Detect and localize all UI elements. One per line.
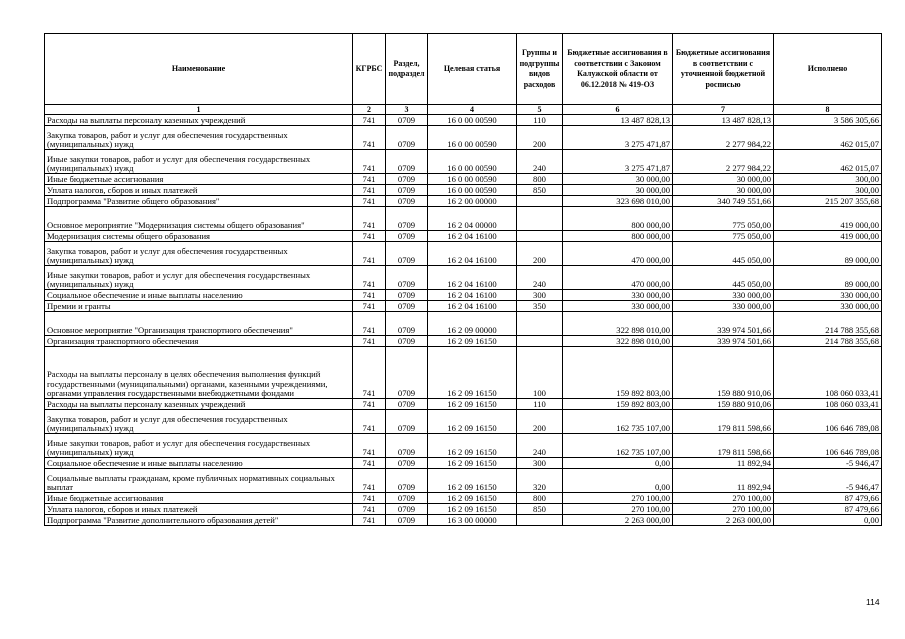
table-cell-section: 0709 <box>386 290 428 301</box>
table-row <box>45 207 882 231</box>
table-cell-target: 16 2 09 16150 <box>428 469 517 493</box>
table-cell-target: 16 2 04 16100 <box>428 266 517 290</box>
table-cell-name: Модернизация системы общего образования <box>45 231 353 242</box>
table-cell-group <box>517 231 563 242</box>
table-cell-target: 16 2 09 16150 <box>428 410 517 434</box>
header-executed: Исполнено <box>774 34 882 105</box>
table-cell-name: Закупка товаров, работ и услуг для обеспечения государственных (муниципальных) нужд <box>45 410 353 434</box>
table-cell-ktrbs: 741 <box>353 469 386 493</box>
table-cell-law-allocation: 330 000,00 <box>563 290 673 301</box>
table-cell-refined-allocation: 13 487 828,13 <box>673 115 774 126</box>
table-cell-section: 0709 <box>386 493 428 504</box>
table-cell-section: 0709 <box>386 196 428 207</box>
table-cell-executed: 462 015,07 <box>774 126 882 150</box>
table-cell-name: Расходы на выплаты персоналу казенных учреждений <box>45 115 353 126</box>
table-cell-section: 0709 <box>386 504 428 515</box>
table-cell-section: 0709 <box>386 207 428 231</box>
table-cell-ktrbs: 741 <box>353 174 386 185</box>
table-cell-target: 16 0 00 00590 <box>428 150 517 174</box>
table-cell-executed: 106 646 789,08 <box>774 410 882 434</box>
table-cell-group: 300 <box>517 290 563 301</box>
table-row <box>45 504 882 515</box>
table-cell-executed: 419 000,00 <box>774 207 882 231</box>
table-body <box>45 115 882 526</box>
table-cell-group <box>517 207 563 231</box>
table-cell-target: 16 2 09 00000 <box>428 312 517 336</box>
table-cell-ktrbs: 741 <box>353 126 386 150</box>
table-row <box>45 434 882 458</box>
table-cell-law-allocation: 270 100,00 <box>563 504 673 515</box>
table-cell-executed: 419 000,00 <box>774 231 882 242</box>
table-cell-ktrbs: 741 <box>353 185 386 196</box>
table-cell-section: 0709 <box>386 242 428 266</box>
table-cell-name: Подпрограмма "Развитие общего образования" <box>45 196 353 207</box>
table-cell-executed: 330 000,00 <box>774 290 882 301</box>
table-cell-target: 16 3 00 00000 <box>428 515 517 526</box>
table-cell-group <box>517 336 563 347</box>
table-cell-refined-allocation: 775 050,00 <box>673 207 774 231</box>
table-cell-section: 0709 <box>386 410 428 434</box>
header-row <box>45 34 882 105</box>
table-cell-refined-allocation: 30 000,00 <box>673 185 774 196</box>
table-cell-ktrbs: 741 <box>353 434 386 458</box>
table-cell-target: 16 0 00 00590 <box>428 174 517 185</box>
table-cell-refined-allocation: 330 000,00 <box>673 301 774 312</box>
table-cell-law-allocation: 323 698 010,00 <box>563 196 673 207</box>
table-cell-group: 320 <box>517 469 563 493</box>
table-cell-section: 0709 <box>386 301 428 312</box>
table-cell-section: 0709 <box>386 458 428 469</box>
table-cell-section: 0709 <box>386 515 428 526</box>
table-cell-law-allocation: 162 735 107,00 <box>563 410 673 434</box>
table-cell-group <box>517 196 563 207</box>
table-cell-group: 110 <box>517 115 563 126</box>
table-cell-executed: 3 586 305,66 <box>774 115 882 126</box>
table-cell-law-allocation: 470 000,00 <box>563 266 673 290</box>
table-row <box>45 312 882 336</box>
table-cell-executed: 106 646 789,08 <box>774 434 882 458</box>
table-cell-law-allocation: 0,00 <box>563 458 673 469</box>
table-cell-name: Социальные выплаты гражданам, кроме публичных нормативных социальных выплат <box>45 469 353 493</box>
table-cell-name: Иные закупки товаров, работ и услуг для обеспечения государственных (муниципальных) нужд <box>45 150 353 174</box>
table-cell-executed: -5 946,47 <box>774 458 882 469</box>
table-cell-name: Закупка товаров, работ и услуг для обеспечения государственных (муниципальных) нужд <box>45 126 353 150</box>
table-cell-name: Иные бюджетные ассигнования <box>45 174 353 185</box>
table-cell-name: Подпрограмма "Развитие дополнительного образования детей" <box>45 515 353 526</box>
table-cell-executed: 214 788 355,68 <box>774 312 882 336</box>
table-row <box>45 185 882 196</box>
column-number: 2 <box>353 105 386 115</box>
table-cell-law-allocation: 162 735 107,00 <box>563 434 673 458</box>
table-cell-refined-allocation: 30 000,00 <box>673 174 774 185</box>
table-cell-section: 0709 <box>386 231 428 242</box>
table-cell-name: Социальное обеспечение и иные выплаты населению <box>45 290 353 301</box>
table-row <box>45 242 882 266</box>
table-cell-ktrbs: 741 <box>353 347 386 399</box>
table-cell-law-allocation: 3 275 471,87 <box>563 126 673 150</box>
table-cell-name: Премии и гранты <box>45 301 353 312</box>
table-cell-law-allocation: 470 000,00 <box>563 242 673 266</box>
table-cell-law-allocation: 322 898 010,00 <box>563 336 673 347</box>
table-row <box>45 174 882 185</box>
table-cell-law-allocation: 270 100,00 <box>563 493 673 504</box>
table-row <box>45 399 882 410</box>
table-cell-target: 16 0 00 00590 <box>428 126 517 150</box>
table-cell-name: Основное мероприятие "Модернизация системы общего образования" <box>45 207 353 231</box>
column-number: 8 <box>774 105 882 115</box>
table-cell-group: 200 <box>517 126 563 150</box>
table-cell-refined-allocation: 270 100,00 <box>673 493 774 504</box>
table-cell-law-allocation: 30 000,00 <box>563 185 673 196</box>
table-cell-ktrbs: 741 <box>353 504 386 515</box>
table-row <box>45 196 882 207</box>
table-cell-ktrbs: 741 <box>353 150 386 174</box>
header-law-allocation: Бюджетные ассигнования в соответствии с Законом Калужской области от 06.12.2018 № 419-ОЗ <box>563 34 673 105</box>
table-cell-ktrbs: 741 <box>353 115 386 126</box>
table-row <box>45 515 882 526</box>
table-cell-target: 16 2 00 00000 <box>428 196 517 207</box>
table-row <box>45 493 882 504</box>
table-cell-section: 0709 <box>386 312 428 336</box>
table-row <box>45 469 882 493</box>
table-row <box>45 231 882 242</box>
table-cell-group <box>517 515 563 526</box>
table-cell-section: 0709 <box>386 434 428 458</box>
table-row <box>45 458 882 469</box>
table-cell-law-allocation: 0,00 <box>563 469 673 493</box>
header-group: Группы и подгруппы видов расходов <box>517 34 563 105</box>
table-cell-ktrbs: 741 <box>353 336 386 347</box>
column-number: 6 <box>563 105 673 115</box>
table-cell-group: 850 <box>517 185 563 196</box>
table-cell-law-allocation: 159 892 803,00 <box>563 347 673 399</box>
table-cell-section: 0709 <box>386 347 428 399</box>
table-cell-target: 16 2 04 16100 <box>428 290 517 301</box>
table-cell-refined-allocation: 330 000,00 <box>673 290 774 301</box>
table-cell-group: 200 <box>517 242 563 266</box>
column-number: 1 <box>45 105 353 115</box>
table-row <box>45 115 882 126</box>
table-cell-executed: 215 207 355,68 <box>774 196 882 207</box>
table-cell-executed: 108 060 033,41 <box>774 399 882 410</box>
header-ktrbs: КГРБС <box>353 34 386 105</box>
table-cell-target: 16 0 00 00590 <box>428 115 517 126</box>
header-target: Целевая статья <box>428 34 517 105</box>
column-number: 4 <box>428 105 517 115</box>
table-cell-section: 0709 <box>386 336 428 347</box>
table-cell-law-allocation: 159 892 803,00 <box>563 399 673 410</box>
table-cell-refined-allocation: 775 050,00 <box>673 231 774 242</box>
table-cell-refined-allocation: 445 050,00 <box>673 266 774 290</box>
table-cell-ktrbs: 741 <box>353 312 386 336</box>
table-row <box>45 301 882 312</box>
table-cell-name: Организация транспортного обеспечения <box>45 336 353 347</box>
table-cell-refined-allocation: 179 811 598,66 <box>673 410 774 434</box>
table-cell-refined-allocation: 2 277 984,22 <box>673 150 774 174</box>
table-cell-section: 0709 <box>386 469 428 493</box>
table-cell-name: Социальное обеспечение и иные выплаты населению <box>45 458 353 469</box>
table-cell-group: 850 <box>517 504 563 515</box>
header-section: Раздел, подраздел <box>386 34 428 105</box>
table-cell-target: 16 2 09 16150 <box>428 504 517 515</box>
table-cell-executed: 330 000,00 <box>774 301 882 312</box>
table-cell-name: Иные закупки товаров, работ и услуг для обеспечения государственных (муниципальных) нужд <box>45 434 353 458</box>
table-cell-name: Расходы на выплаты персоналу казенных учреждений <box>45 399 353 410</box>
table-cell-executed: 462 015,07 <box>774 150 882 174</box>
table-cell-executed: 108 060 033,41 <box>774 347 882 399</box>
table-cell-section: 0709 <box>386 115 428 126</box>
table-cell-name: Уплата налогов, сборов и иных платежей <box>45 185 353 196</box>
table-cell-group: 800 <box>517 493 563 504</box>
table-cell-law-allocation: 2 263 000,00 <box>563 515 673 526</box>
column-number-row <box>45 105 882 115</box>
table-cell-law-allocation: 13 487 828,13 <box>563 115 673 126</box>
table-cell-executed: 300,00 <box>774 174 882 185</box>
table-cell-refined-allocation: 339 974 501,66 <box>673 312 774 336</box>
table-cell-name: Иные бюджетные ассигнования <box>45 493 353 504</box>
table-cell-ktrbs: 741 <box>353 290 386 301</box>
table-cell-law-allocation: 3 275 471,87 <box>563 150 673 174</box>
table-cell-name: Закупка товаров, работ и услуг для обеспечения государственных (муниципальных) нужд <box>45 242 353 266</box>
table-cell-name: Уплата налогов, сборов и иных платежей <box>45 504 353 515</box>
table-row <box>45 336 882 347</box>
table-cell-executed: 89 000,00 <box>774 242 882 266</box>
table-cell-target: 16 2 09 16150 <box>428 347 517 399</box>
table-cell-ktrbs: 741 <box>353 301 386 312</box>
table-cell-target: 16 2 04 16100 <box>428 301 517 312</box>
table-cell-ktrbs: 741 <box>353 207 386 231</box>
table-cell-law-allocation: 330 000,00 <box>563 301 673 312</box>
table-cell-refined-allocation: 11 892,94 <box>673 458 774 469</box>
table-row <box>45 290 882 301</box>
table-cell-refined-allocation: 340 749 551,66 <box>673 196 774 207</box>
table-cell-law-allocation: 30 000,00 <box>563 174 673 185</box>
table-cell-group: 300 <box>517 458 563 469</box>
table-cell-refined-allocation: 339 974 501,66 <box>673 336 774 347</box>
table-cell-ktrbs: 741 <box>353 242 386 266</box>
table-cell-refined-allocation: 179 811 598,66 <box>673 434 774 458</box>
table-cell-executed: 0,00 <box>774 515 882 526</box>
table-cell-refined-allocation: 11 892,94 <box>673 469 774 493</box>
table-cell-group: 100 <box>517 347 563 399</box>
table-cell-group: 240 <box>517 434 563 458</box>
table-row <box>45 347 882 399</box>
table-cell-refined-allocation: 270 100,00 <box>673 504 774 515</box>
table-cell-refined-allocation: 2 277 984,22 <box>673 126 774 150</box>
table-cell-group: 240 <box>517 150 563 174</box>
table-cell-target: 16 2 04 00000 <box>428 207 517 231</box>
table-cell-ktrbs: 741 <box>353 231 386 242</box>
table-cell-ktrbs: 741 <box>353 399 386 410</box>
table-cell-group: 350 <box>517 301 563 312</box>
table-cell-law-allocation: 322 898 010,00 <box>563 312 673 336</box>
table-cell-target: 16 2 09 16150 <box>428 336 517 347</box>
table-cell-ktrbs: 741 <box>353 196 386 207</box>
table-cell-ktrbs: 741 <box>353 493 386 504</box>
header-name: Наименование <box>45 34 353 105</box>
table-cell-group <box>517 312 563 336</box>
table-row <box>45 126 882 150</box>
table-cell-target: 16 2 09 16150 <box>428 493 517 504</box>
table-cell-section: 0709 <box>386 185 428 196</box>
table-cell-target: 16 0 00 00590 <box>428 185 517 196</box>
table-cell-section: 0709 <box>386 266 428 290</box>
table-cell-group: 200 <box>517 410 563 434</box>
table-cell-target: 16 2 09 16150 <box>428 399 517 410</box>
table-cell-ktrbs: 741 <box>353 458 386 469</box>
table-cell-refined-allocation: 159 880 910,06 <box>673 399 774 410</box>
table-row <box>45 266 882 290</box>
table-cell-group: 110 <box>517 399 563 410</box>
table-cell-section: 0709 <box>386 150 428 174</box>
budget-table <box>44 33 882 526</box>
table-cell-executed: 214 788 355,68 <box>774 336 882 347</box>
table-cell-ktrbs: 741 <box>353 266 386 290</box>
table-cell-executed: 87 479,66 <box>774 504 882 515</box>
table-row <box>45 150 882 174</box>
table-cell-refined-allocation: 159 880 910,06 <box>673 347 774 399</box>
table-cell-name: Основное мероприятие "Организация транспортного обеспечения" <box>45 312 353 336</box>
table-cell-refined-allocation: 2 263 000,00 <box>673 515 774 526</box>
table-cell-refined-allocation: 445 050,00 <box>673 242 774 266</box>
header-refined-allocation: Бюджетные ассигнования в соответствии с уточненной бюджетной росписью <box>673 34 774 105</box>
table-cell-target: 16 2 04 16100 <box>428 242 517 266</box>
column-number: 3 <box>386 105 428 115</box>
table-cell-target: 16 2 04 16100 <box>428 231 517 242</box>
table-cell-target: 16 2 09 16150 <box>428 458 517 469</box>
column-number: 7 <box>673 105 774 115</box>
table-cell-law-allocation: 800 000,00 <box>563 231 673 242</box>
table-cell-section: 0709 <box>386 399 428 410</box>
table-row <box>45 410 882 434</box>
table-cell-section: 0709 <box>386 174 428 185</box>
page-number: 114 <box>866 597 880 607</box>
table-cell-section: 0709 <box>386 126 428 150</box>
table-cell-target: 16 2 09 16150 <box>428 434 517 458</box>
table-cell-law-allocation: 800 000,00 <box>563 207 673 231</box>
table-cell-ktrbs: 741 <box>353 410 386 434</box>
table-cell-executed: 87 479,66 <box>774 493 882 504</box>
table-cell-executed: -5 946,47 <box>774 469 882 493</box>
table-cell-group: 240 <box>517 266 563 290</box>
column-number: 5 <box>517 105 563 115</box>
table-cell-executed: 89 000,00 <box>774 266 882 290</box>
table-cell-group: 800 <box>517 174 563 185</box>
table-cell-name: Расходы на выплаты персоналу в целях обеспечения выполнения функций государственными (муниципальными) органами, казенными учреждениями, органами управления государственными внебюджетными фондами <box>45 347 353 399</box>
table-cell-name: Иные закупки товаров, работ и услуг для обеспечения государственных (муниципальных) нужд <box>45 266 353 290</box>
table-cell-executed: 300,00 <box>774 185 882 196</box>
table-cell-ktrbs: 741 <box>353 515 386 526</box>
